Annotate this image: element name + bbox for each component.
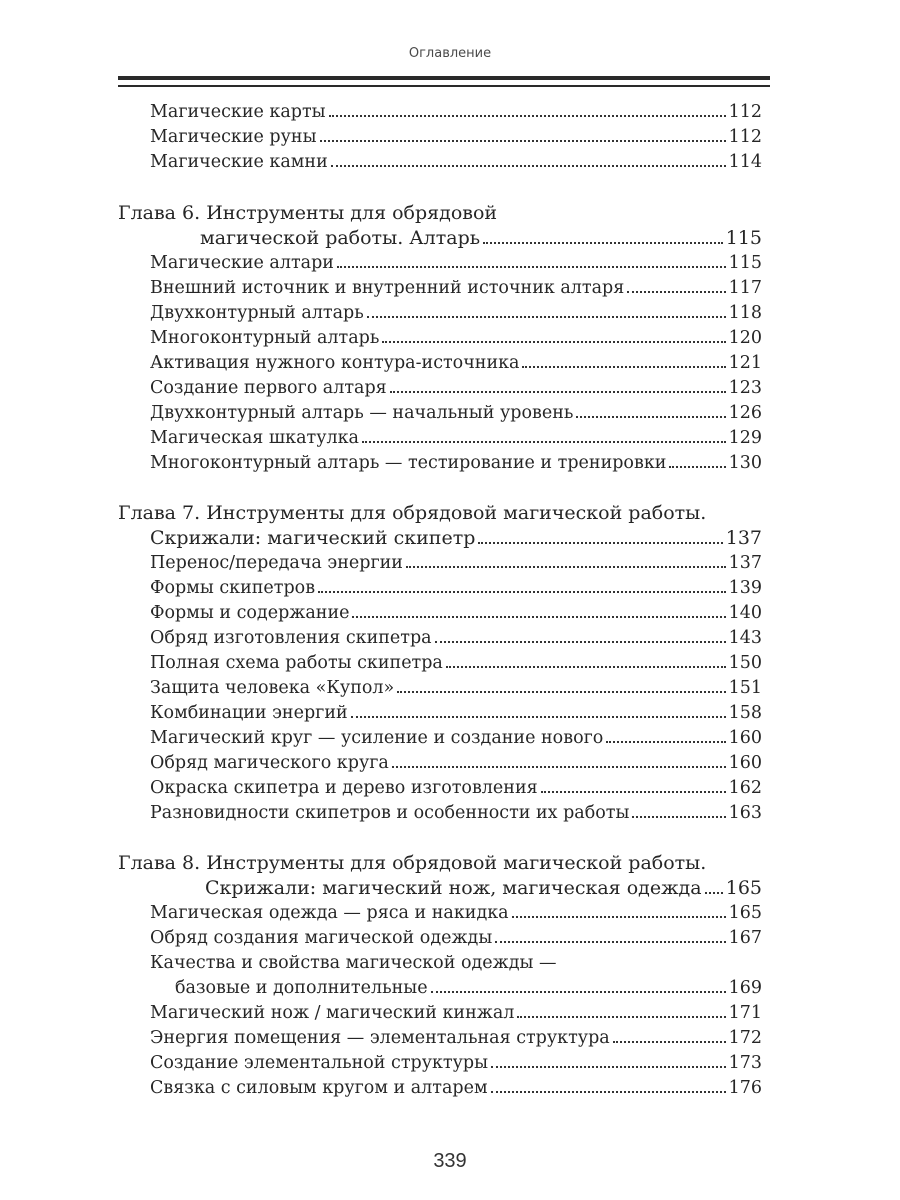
leader-dots bbox=[541, 791, 726, 793]
toc-entry[interactable] bbox=[150, 901, 762, 925]
toc-entry-page: 158 bbox=[728, 703, 762, 723]
toc-entry-title: Перенос/передача энергии bbox=[150, 553, 403, 573]
toc-entry-title: Полная схема работы скипетра bbox=[150, 653, 443, 673]
toc-entry-title: Обряд создания магической одежды bbox=[150, 928, 493, 948]
toc-entry-page: 112 bbox=[728, 127, 762, 147]
toc-entry-split-line1[interactable]: Качества и свойства магической одежды — bbox=[150, 953, 557, 973]
leader-dots bbox=[478, 542, 722, 544]
chapter-7-heading[interactable]: Глава 7. Инструменты для обрядовой магической работы. bbox=[118, 502, 707, 524]
toc-entry[interactable] bbox=[150, 726, 762, 750]
toc-entry-title: Магические алтари bbox=[150, 253, 334, 273]
toc-entry[interactable] bbox=[150, 426, 762, 450]
toc-entry[interactable] bbox=[150, 301, 762, 325]
toc-entry-title: Защита человека «Купол» bbox=[150, 678, 395, 698]
toc-entry-page: 117 bbox=[728, 278, 762, 298]
toc-entry[interactable] bbox=[150, 776, 762, 800]
toc-entry[interactable] bbox=[150, 125, 762, 149]
leader-dots bbox=[613, 1041, 726, 1043]
chapter-8-heading[interactable]: Глава 8. Инструменты для обрядовой магической работы. bbox=[118, 852, 707, 874]
toc-entry-title: Многоконтурный алтарь — тестирование и тренировки bbox=[150, 453, 667, 473]
toc-entry[interactable] bbox=[150, 100, 762, 124]
toc-entry-page: 114 bbox=[728, 152, 762, 172]
toc-entry[interactable] bbox=[150, 1026, 762, 1050]
toc-entry-page: 143 bbox=[728, 628, 762, 648]
leader-dots bbox=[320, 140, 726, 142]
toc-entry-split-line2[interactable] bbox=[175, 976, 762, 1000]
toc-entry-page: 165 bbox=[728, 903, 762, 923]
leader-dots bbox=[392, 766, 726, 768]
toc-entry[interactable] bbox=[150, 701, 762, 725]
toc-entry-title: Формы скипетров bbox=[150, 578, 316, 598]
toc-entry-title: Комбинации энергий bbox=[150, 703, 348, 723]
toc-entry-page: 130 bbox=[728, 453, 762, 473]
toc-entry-title: Магический нож / магический кинжал bbox=[150, 1003, 515, 1023]
toc-entry[interactable] bbox=[150, 276, 762, 300]
toc-entry-title: Магический круг — усиление и создание нового bbox=[150, 728, 604, 748]
leader-dots bbox=[627, 291, 725, 293]
leader-dots bbox=[382, 341, 725, 343]
toc-entry[interactable] bbox=[150, 150, 762, 174]
chapter-7-heading-line2[interactable] bbox=[150, 525, 762, 551]
toc-entry-title: Двухконтурный алтарь — начальный уровень bbox=[150, 403, 574, 423]
toc-entry[interactable] bbox=[150, 251, 762, 275]
toc-entry-title: Обряд изготовления скипетра bbox=[150, 628, 432, 648]
toc-entry[interactable] bbox=[150, 926, 762, 950]
leader-dots bbox=[351, 716, 726, 718]
leader-dots bbox=[495, 941, 725, 943]
toc-entry-page: 171 bbox=[728, 1003, 762, 1023]
toc-entry-page: 121 bbox=[728, 353, 762, 373]
toc-entry[interactable] bbox=[150, 1076, 762, 1100]
toc-entry-page: 163 bbox=[728, 803, 762, 823]
toc-entry-page: 137 bbox=[728, 553, 762, 573]
leader-dots bbox=[362, 441, 726, 443]
page-number: 339 bbox=[433, 1150, 467, 1172]
toc-entry-page: 167 bbox=[728, 928, 762, 948]
leader-dots bbox=[329, 115, 726, 117]
toc-entry-page: 160 bbox=[728, 753, 762, 773]
leader-dots bbox=[491, 1066, 726, 1068]
toc-entry-title: базовые и дополнительные bbox=[175, 978, 428, 998]
toc-entry-title: Окраска скипетра и дерево изготовления bbox=[150, 778, 538, 798]
leader-dots bbox=[446, 666, 726, 668]
chapter-page: 115 bbox=[725, 227, 762, 249]
leader-dots bbox=[512, 916, 726, 918]
toc-entry-page: 120 bbox=[728, 328, 762, 348]
toc-entry-title: Двухконтурный алтарь bbox=[150, 303, 364, 323]
leader-dots bbox=[435, 641, 726, 643]
chapter-6-heading-line2[interactable] bbox=[200, 225, 762, 251]
toc-entry-title: Магические камни bbox=[150, 152, 328, 172]
toc-entry-page: 112 bbox=[728, 102, 762, 122]
toc-entry[interactable] bbox=[150, 376, 762, 400]
toc-entry[interactable] bbox=[150, 1051, 762, 1075]
chapter-8-heading-line2[interactable] bbox=[205, 875, 762, 901]
toc-entry-title: Активация нужного контура-источника bbox=[150, 353, 520, 373]
toc-entry[interactable] bbox=[150, 1001, 762, 1025]
toc-entry-page: 160 bbox=[728, 728, 762, 748]
chapter-page: 137 bbox=[725, 527, 762, 549]
toc-entry[interactable] bbox=[150, 576, 762, 600]
toc-entry-title: Магические карты bbox=[150, 102, 326, 122]
leader-dots bbox=[576, 416, 725, 418]
toc-entry[interactable] bbox=[150, 551, 762, 575]
toc-entry[interactable] bbox=[150, 601, 762, 625]
toc-entry-page: 115 bbox=[728, 253, 762, 273]
toc-entry-title: Обряд магического круга bbox=[150, 753, 389, 773]
leader-dots bbox=[397, 691, 725, 693]
chapter-page: 165 bbox=[725, 877, 762, 899]
toc-entry-page: 126 bbox=[728, 403, 762, 423]
header-rule-thick bbox=[118, 76, 770, 80]
chapter-title: Скрижали: магический скипетр bbox=[150, 527, 476, 549]
chapter-title: Скрижали: магический нож, магическая одежда bbox=[205, 877, 702, 899]
leader-dots bbox=[491, 1091, 726, 1093]
leader-dots bbox=[606, 741, 725, 743]
leader-dots bbox=[431, 991, 726, 993]
leader-dots bbox=[352, 616, 725, 618]
toc-entry-page: 118 bbox=[728, 303, 762, 323]
leader-dots bbox=[517, 1016, 725, 1018]
toc-entry[interactable] bbox=[150, 651, 762, 675]
toc-entry-page: 169 bbox=[728, 978, 762, 998]
leader-dots bbox=[406, 566, 726, 568]
toc-entry[interactable] bbox=[150, 351, 762, 375]
toc-entry[interactable] bbox=[150, 401, 762, 425]
toc-entry-page: 162 bbox=[728, 778, 762, 798]
toc-entry-title: Многоконтурный алтарь bbox=[150, 328, 380, 348]
leader-dots bbox=[318, 591, 726, 593]
toc-entry[interactable] bbox=[150, 451, 762, 475]
toc-entry-page: 139 bbox=[728, 578, 762, 598]
chapter-title: магической работы. Алтарь bbox=[200, 227, 481, 249]
leader-dots bbox=[331, 165, 726, 167]
leader-dots bbox=[367, 316, 726, 318]
leader-dots bbox=[390, 391, 726, 393]
toc-entry-title: Магическая шкатулка bbox=[150, 428, 359, 448]
toc-entry-page: 140 bbox=[728, 603, 762, 623]
toc-entry-page: 129 bbox=[728, 428, 762, 448]
toc-entry[interactable] bbox=[150, 801, 762, 825]
header-rule-thin bbox=[118, 85, 770, 87]
toc-entry-page: 150 bbox=[728, 653, 762, 673]
toc-entry-title: Энергия помещения — элементальная структура bbox=[150, 1028, 610, 1048]
leader-dots bbox=[705, 892, 723, 894]
chapter-6-heading[interactable]: Глава 6. Инструменты для обрядовой bbox=[118, 202, 498, 224]
toc-entry[interactable] bbox=[150, 751, 762, 775]
toc-entry[interactable] bbox=[150, 676, 762, 700]
toc-entry-page: 123 bbox=[728, 378, 762, 398]
leader-dots bbox=[669, 466, 725, 468]
toc-entry[interactable] bbox=[150, 326, 762, 350]
toc-entry-title: Формы и содержание bbox=[150, 603, 350, 623]
toc-entry-title: Разновидности скипетров и особенности их работы bbox=[150, 803, 630, 823]
toc-entry-title: Магическая одежда — ряса и накидка bbox=[150, 903, 509, 923]
toc-entry-page: 176 bbox=[728, 1078, 762, 1098]
toc-entry-title: Магические руны bbox=[150, 127, 317, 147]
running-head: Оглавление bbox=[408, 46, 492, 61]
leader-dots bbox=[483, 242, 723, 244]
toc-entry-title: Связка с силовым кругом и алтарем bbox=[150, 1078, 488, 1098]
toc-entry-page: 172 bbox=[728, 1028, 762, 1048]
toc-entry[interactable] bbox=[150, 626, 762, 650]
toc-entry-page: 151 bbox=[728, 678, 762, 698]
leader-dots bbox=[337, 266, 726, 268]
toc-entry-title: Создание первого алтаря bbox=[150, 378, 387, 398]
toc-entry-title: Внешний источник и внутренний источник алтаря bbox=[150, 278, 625, 298]
leader-dots bbox=[632, 816, 725, 818]
toc-entry-title: Создание элементальной структуры bbox=[150, 1053, 489, 1073]
leader-dots bbox=[522, 366, 725, 368]
toc-entry-page: 173 bbox=[728, 1053, 762, 1073]
